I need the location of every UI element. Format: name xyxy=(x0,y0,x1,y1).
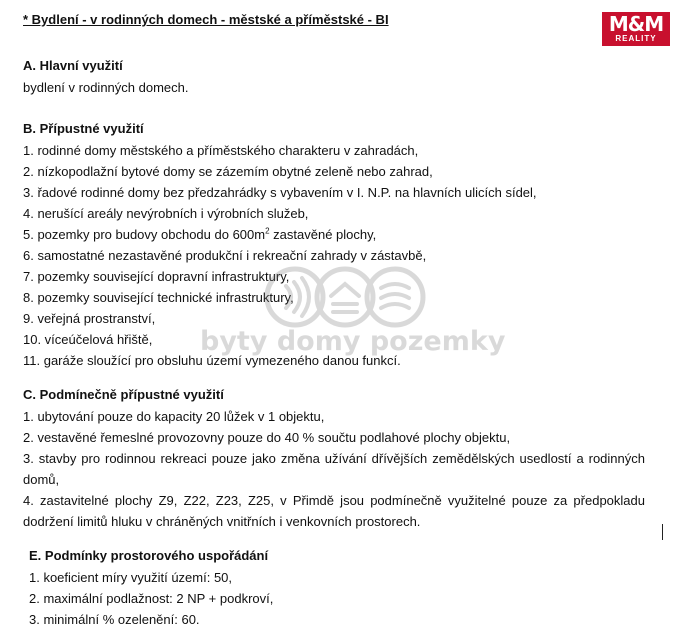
section-c xyxy=(23,387,645,532)
list-item: 6. samostatné nezastavěné produkční i rekreační zahrady v zástavbě, xyxy=(23,248,427,263)
text-cursor xyxy=(662,524,663,540)
superscript: 2 xyxy=(265,226,270,236)
list-item: 2. nízkopodlažní bytové domy se zázemím obytné zeleně nebo zahrad, xyxy=(23,164,433,179)
section-c-heading: C. Podmínečně přípustné využití xyxy=(23,387,224,402)
list-item: 4. nerušící areály nevýrobních i výrobních služeb, xyxy=(23,206,309,221)
list-item: 3. minimální % ozelenění: 60. xyxy=(29,612,200,627)
section-a-text: bydlení v rodinných domech. xyxy=(23,80,189,95)
section-a xyxy=(23,58,188,98)
list-item: 1. ubytování pouze do kapacity 20 lůžek v 1 objektu, xyxy=(23,409,325,424)
list-item: 3. stavby pro rodinnou rekreaci pouze jako změna užívání dřívějších zemědělských usedlostí a rodinných domů, xyxy=(23,451,645,487)
list-item: 11. garáže sloužící pro obsluhu území vymezeného danou funkcí. xyxy=(23,353,401,368)
list-item: 2. maximální podlažnost: 2 NP + podkroví, xyxy=(29,591,274,606)
watermark-text: byty domy pozemky xyxy=(200,326,506,357)
list-item: 10. víceúčelová hřiště, xyxy=(23,332,153,347)
document-title: * Bydlení - v rodinných domech - městské a příměstské - BI xyxy=(23,12,389,27)
logo-sub: REALITY xyxy=(615,34,657,43)
list-item: 2. vestavěné řemeslné provozovny pouze do 40 % součtu podlahové plochy objektu, xyxy=(23,430,511,445)
section-a-heading: A. Hlavní využití xyxy=(23,58,123,73)
section-e xyxy=(29,548,273,630)
logo-brand: M&M xyxy=(608,12,664,36)
section-b-heading: B. Přípustné využití xyxy=(23,121,144,136)
section-e-heading: E. Podmínky prostorového uspořádání xyxy=(29,548,269,563)
list-item xyxy=(23,224,537,245)
list-item: 1. rodinné domy městského a příměstského charakteru v zahradách, xyxy=(23,143,419,158)
list-item: 8. pozemky související technické infrastruktury, xyxy=(23,290,294,305)
list-item-text: 5. pozemky pro budovy obchodu do 600m xyxy=(23,227,266,242)
list-item: 1. koeficient míry využití území: 50, xyxy=(29,570,233,585)
list-item-tail: zastavěné plochy, xyxy=(269,227,377,242)
list-item: 4. zastavitelné plochy Z9, Z22, Z23, Z25, v Přimdě jsou podmínečně využitelné pouze za předpokladu dodržení limitů hluku v chráněných vnitřních i venkovních prostorech. xyxy=(23,493,645,529)
section-b xyxy=(23,121,537,371)
list-item: 7. pozemky související dopravní infrastruktury, xyxy=(23,269,290,284)
mm-reality-logo xyxy=(602,12,670,46)
list-item: 9. veřejná prostranství, xyxy=(23,311,156,326)
list-item: 3. řadové rodinné domy bez předzahrádky s vybavením v I. N.P. na hlavních ulicích sídel, xyxy=(23,185,537,200)
